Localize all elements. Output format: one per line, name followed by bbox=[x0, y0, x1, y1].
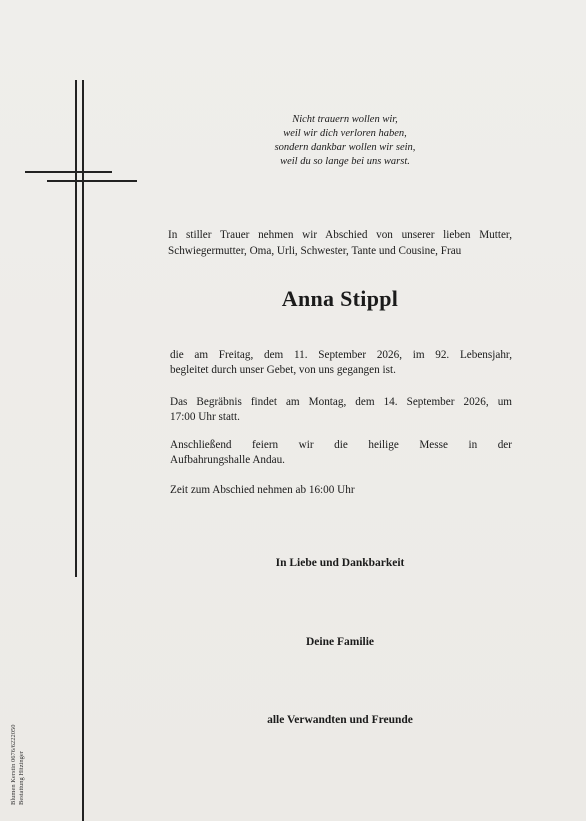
deceased-name: Anna Stippl bbox=[281, 286, 399, 311]
funeral-paragraph bbox=[170, 395, 512, 425]
paragraph-line: 17:00 Uhr statt. bbox=[170, 411, 240, 423]
cross-vertical-line bbox=[82, 80, 84, 821]
cross-horizontal-line bbox=[25, 171, 112, 173]
farewell-paragraph bbox=[170, 483, 512, 498]
intro-text bbox=[168, 228, 512, 259]
poem-line: weil du so lange bei uns warst. bbox=[280, 156, 410, 167]
signoff-love: In Liebe und Dankbarkeit bbox=[275, 557, 405, 569]
paragraph-line: Das Begräbnis findet am Montag, dem 14. September 2026, um bbox=[170, 396, 512, 408]
signoff-relatives: alle Verwandten und Freunde bbox=[267, 714, 413, 726]
credit-line: Blumen Kerstin 0676/6222050 bbox=[10, 724, 17, 805]
poem-line: Nicht trauern wollen wir, bbox=[292, 114, 398, 125]
cross-horizontal-line bbox=[47, 180, 137, 182]
credit-line: Bestattung Hitzinger bbox=[18, 751, 25, 805]
signoff-family: Deine Familie bbox=[305, 636, 375, 648]
intro-line: Schwiegermutter, Oma, Urli, Schwester, Tante und Cousine, Frau bbox=[168, 244, 462, 257]
poem bbox=[200, 113, 490, 169]
poem-line: weil wir dich verloren haben, bbox=[283, 128, 407, 139]
printer-credit bbox=[10, 724, 26, 805]
paragraph-line: begleitet durch unser Gebet, von uns gegangen ist. bbox=[170, 364, 396, 376]
intro-line: In stiller Trauer nehmen wir Abschied von unserer lieben Mutter, bbox=[168, 229, 512, 241]
mass-paragraph bbox=[170, 438, 512, 468]
paragraph-line: Anschließend feiern wir die heilige Messe in der bbox=[170, 439, 512, 451]
paragraph-line: Aufbahrungshalle Andau. bbox=[170, 454, 285, 466]
paragraph-line: Zeit zum Abschied nehmen ab 16:00 Uhr bbox=[170, 484, 355, 496]
paragraph-line: die am Freitag, dem 11. September 2026, im 92. Lebensjahr, bbox=[170, 349, 512, 361]
death-notice-paragraph bbox=[170, 348, 512, 378]
cross-vertical-line bbox=[75, 80, 77, 577]
poem-line: sondern dankbar wollen wir sein, bbox=[274, 142, 416, 153]
